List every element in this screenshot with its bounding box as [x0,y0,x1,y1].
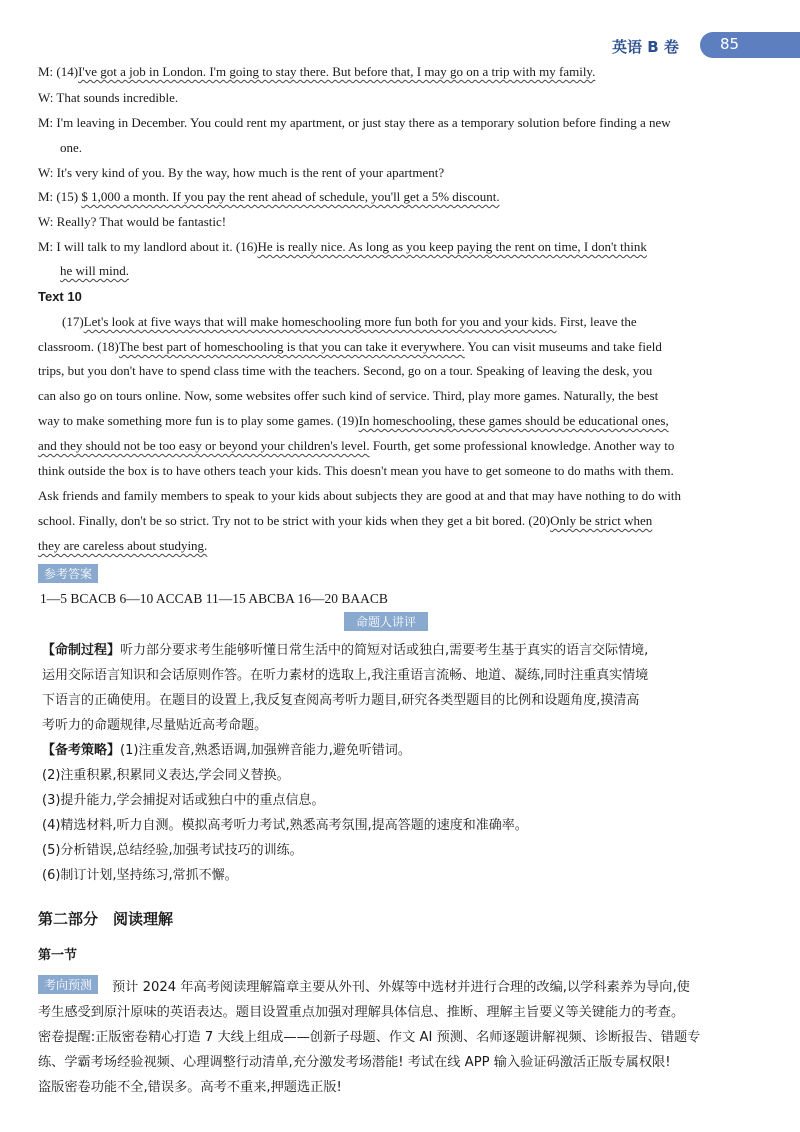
dialogue-line: M: I'm leaving in December. You could rent my apartment, or just stay there as a temporary solution before finding a new [38,115,671,130]
dialogue-line: W: It's very kind of you. By the way, how much is the rent of your apartment? [38,165,445,180]
strategy-line: 【备考策略】(1)注重发音,熟悉语调,加强辨音能力,避免听错词。 [42,743,411,758]
text10-line: way to make something more fun is to play some games. (19)In homeschooling, these games should be educational ones, [38,413,669,428]
process-line: 考听力的命题规律,尽量贴近高考命题。 [42,718,268,733]
forecast-line: 盗版密卷功能不全,错误多。高考不重来,押题选正版! [38,1080,342,1095]
dialogue-line: M: (15) $ 1,000 a month. If you pay the rent ahead of schedule, you'll get a 5% discount. [38,189,500,204]
text10-title: Text 10 [38,289,82,304]
header-label: 英语 B 卷 [612,38,679,56]
text10-line: school. Finally, don't be so strict. Try not to be strict with your kids when they get a bit bored. (20)Only be strict when [38,513,653,528]
text10-line: trips, but you don't have to spend class time with the teachers. Second, go on a tour. Speaking of leaving the desk, you [38,363,653,378]
forecast-line: 预计 2024 年高考阅读理解篇章主要从外刊、外媒等中选材并进行合理的改编,以学科素养为导向,使 [112,980,690,995]
strategy-item: (3)提升能力,学会捕捉对话或独白中的重点信息。 [42,793,325,808]
text10-line: (17)Let's look at five ways that will make homeschooling more fun both for you and your kids. First, leave the [62,314,637,329]
page-number-badge [700,32,800,58]
text10-line: classroom. (18)The best part of homeschooling is that you can take it everywhere. You can visit museums and take field [38,339,662,354]
text10-line: they are careless about studying. [38,538,208,553]
dialogue-line: one. [60,140,83,155]
forecast-line: 密卷提醒:正版密卷精心打造 7 大线上组成——创新子母题、作文 AI 预测、名师逐题讲解视频、诊断报告、错题专 [38,1030,701,1045]
process-line: 运用交际语言知识和会话原则作答。在听力素材的选取上,我注重语言流畅、地道、凝练,同时注重真实情境 [42,668,649,683]
forecast-line: 考生感受到原汁原味的英语表达。题目设置重点加强对理解具体信息、推断、理解主旨要义等关键能力的考查。 [38,1005,685,1020]
dialogue-line: he will mind. [60,263,129,278]
dialogue-line: W: Really? That would be fantastic! [38,214,227,229]
dialogue-line: M: I will talk to my landlord about it. (16)He is really nice. As long as you keep paying the rent on time, I don't think [38,239,647,254]
text10-line: and they should not be too easy or beyond your children's level. Fourth, get some professional knowledge. Another way to [38,438,675,453]
text10-line: think outside the box is to have others teach your kids. This doesn't mean you have to get someone to do maths with them. [38,463,674,478]
forecast-label: 考向预测 [38,975,98,994]
forecast-line: 练、学霸考场经验视频、心理调整行动清单,充分激发考场潜能! 考试在线 APP 输入验证码激活正版专属权限! [38,1055,671,1070]
part2-section: 第一节 [38,948,78,963]
strategy-item: (4)精选材料,听力自测。模拟高考听力考试,熟悉高考氛围,提高答题的速度和准确率。 [42,818,528,833]
answer-key-label: 参考答案 [38,564,98,583]
dialogue-line: W: That sounds incredible. [38,90,179,105]
commentary-label: 命题人讲评 [344,612,428,631]
part2-title: 第二部分 阅读理解 [38,910,174,928]
text10-line: can also go on tours online. Now, some websites offer such kind of service. Third, play more games. Naturally, the best [38,388,659,403]
process-line: 【命制过程】听力部分要求考生能够听懂日常生活中的简短对话或独白,需要考生基于真实的语言交际情境, [42,643,649,658]
dialogue-line: M: (14)I've got a job in London. I'm going to stay there. But before that, I may go on a trip with my family. [38,64,596,79]
answer-key: 1—5 BCACB 6—10 ACCAB 11—15 ABCBA 16—20 BAACB [40,591,388,606]
process-line: 下语言的正确使用。在题目的设置上,我反复查阅高考听力题目,研究各类型题目的比例和设题角度,摸清高 [42,693,640,708]
strategy-item: (2)注重积累,积累同义表达,学会同义替换。 [42,768,290,783]
strategy-item: (6)制订计划,坚持练习,常抓不懈。 [42,868,238,883]
strategy-item: (5)分析错误,总结经验,加强考试技巧的训练。 [42,843,303,858]
page-number: 85 [720,35,740,53]
text10-line: Ask friends and family members to speak to your kids about subjects they are good at and that may have nothing to do with [38,488,682,503]
